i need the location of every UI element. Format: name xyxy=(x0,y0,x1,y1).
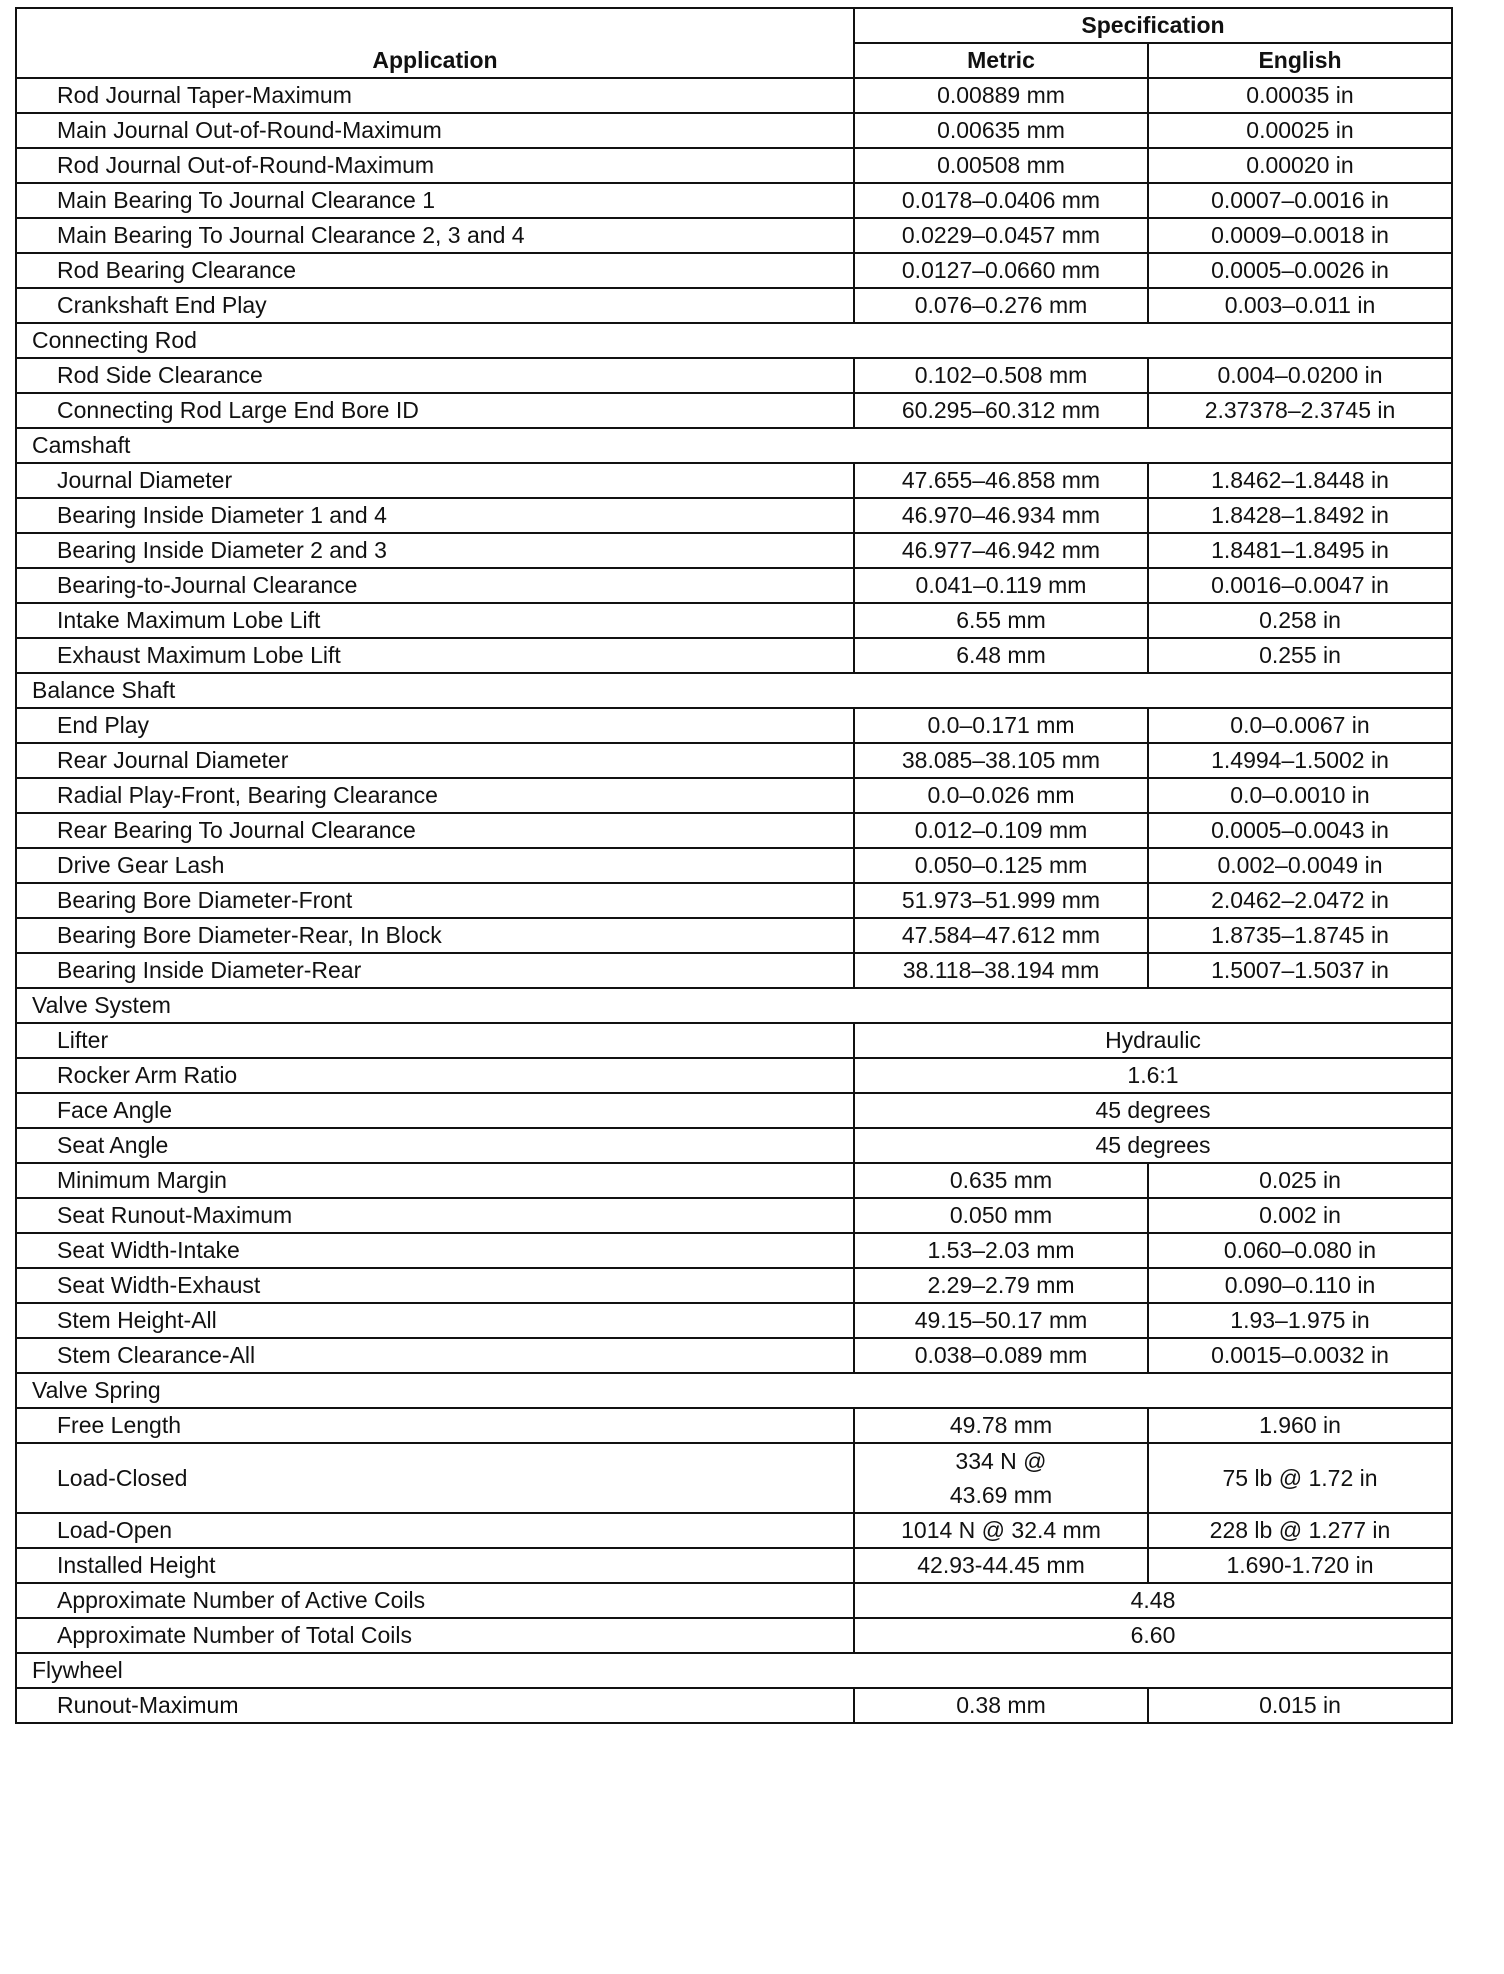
metric-cell: 46.970–46.934 mm xyxy=(854,498,1148,533)
metric-cell: 0.0178–0.0406 mm xyxy=(854,183,1148,218)
table-row xyxy=(16,148,1452,183)
application-cell: Exhaust Maximum Lobe Lift xyxy=(16,638,854,673)
english-cell: 0.258 in xyxy=(1148,603,1452,638)
application-cell: Crankshaft End Play xyxy=(16,288,854,323)
merged-value-cell: Hydraulic xyxy=(854,1023,1452,1058)
metric-cell: 6.48 mm xyxy=(854,638,1148,673)
metric-cell: 0.050 mm xyxy=(854,1198,1148,1233)
section-title: Balance Shaft xyxy=(16,673,1452,708)
application-cell: Installed Height xyxy=(16,1548,854,1583)
english-cell: 0.025 in xyxy=(1148,1163,1452,1198)
metric-cell: 0.0–0.171 mm xyxy=(854,708,1148,743)
metric-line-1: 334 N @ xyxy=(955,1448,1047,1474)
application-cell: Main Journal Out-of-Round-Maximum xyxy=(16,113,854,148)
table-row xyxy=(16,568,1452,603)
metric-line-2: 43.69 mm xyxy=(949,1482,1053,1508)
application-cell: Runout-Maximum xyxy=(16,1688,854,1723)
table-row xyxy=(16,638,1452,673)
application-cell: Rear Journal Diameter xyxy=(16,743,854,778)
english-cell: 0.060–0.080 in xyxy=(1148,1233,1452,1268)
english-cell: 1.960 in xyxy=(1148,1408,1452,1443)
table-row xyxy=(16,1583,1452,1618)
table-row xyxy=(16,463,1452,498)
application-cell: Rod Journal Out-of-Round-Maximum xyxy=(16,148,854,183)
application-cell: Approximate Number of Total Coils xyxy=(16,1618,854,1653)
metric-cell: 0.38 mm xyxy=(854,1688,1148,1723)
merged-value-cell: 45 degrees xyxy=(854,1093,1452,1128)
table-row xyxy=(16,1198,1452,1233)
table-row xyxy=(16,1548,1452,1583)
merged-value-cell: 45 degrees xyxy=(854,1128,1452,1163)
table-row xyxy=(16,393,1452,428)
english-cell: 1.5007–1.5037 in xyxy=(1148,953,1452,988)
merged-value-cell: 4.48 xyxy=(854,1583,1452,1618)
english-cell: 1.690-1.720 in xyxy=(1148,1548,1452,1583)
application-cell: Approximate Number of Active Coils xyxy=(16,1583,854,1618)
section-row xyxy=(16,1373,1452,1408)
metric-cell: 42.93-44.45 mm xyxy=(854,1548,1148,1583)
english-cell: 1.93–1.975 in xyxy=(1148,1303,1452,1338)
application-cell: Face Angle xyxy=(16,1093,854,1128)
table-row xyxy=(16,883,1452,918)
english-cell: 0.0016–0.0047 in xyxy=(1148,568,1452,603)
english-cell: 0.0007–0.0016 in xyxy=(1148,183,1452,218)
table-row xyxy=(16,498,1452,533)
english-cell: 0.090–0.110 in xyxy=(1148,1268,1452,1303)
metric-cell: 49.78 mm xyxy=(854,1408,1148,1443)
application-cell: Radial Play-Front, Bearing Clearance xyxy=(16,778,854,813)
application-cell: Minimum Margin xyxy=(16,1163,854,1198)
application-cell: Seat Width-Intake xyxy=(16,1233,854,1268)
metric-cell: 0.038–0.089 mm xyxy=(854,1338,1148,1373)
table-row xyxy=(16,358,1452,393)
metric-cell: 0.0127–0.0660 mm xyxy=(854,253,1148,288)
section-title: Valve System xyxy=(16,988,1452,1023)
english-cell: 0.255 in xyxy=(1148,638,1452,673)
english-cell: 0.00025 in xyxy=(1148,113,1452,148)
application-cell: Load-Closed xyxy=(16,1443,854,1513)
section-title: Flywheel xyxy=(16,1653,1452,1688)
metric-cell: 0.012–0.109 mm xyxy=(854,813,1148,848)
metric-cell: 1.53–2.03 mm xyxy=(854,1233,1148,1268)
table-row xyxy=(16,113,1452,148)
english-header: English xyxy=(1148,43,1452,78)
section-row xyxy=(16,323,1452,358)
application-cell: Rod Bearing Clearance xyxy=(16,253,854,288)
english-cell: 0.0–0.0010 in xyxy=(1148,778,1452,813)
application-cell: Load-Open xyxy=(16,1513,854,1548)
application-cell: Bearing Inside Diameter-Rear xyxy=(16,953,854,988)
specification-body xyxy=(16,78,1452,1723)
application-cell: Stem Height-All xyxy=(16,1303,854,1338)
application-cell: Seat Angle xyxy=(16,1128,854,1163)
english-cell: 0.002 in xyxy=(1148,1198,1452,1233)
table-row xyxy=(16,1443,1452,1513)
english-cell: 1.4994–1.5002 in xyxy=(1148,743,1452,778)
english-cell: 0.0009–0.0018 in xyxy=(1148,218,1452,253)
table-row xyxy=(16,743,1452,778)
metric-cell: 1014 N @ 32.4 mm xyxy=(854,1513,1148,1548)
section-row xyxy=(16,673,1452,708)
application-cell: Bearing Inside Diameter 1 and 4 xyxy=(16,498,854,533)
table-row xyxy=(16,1058,1452,1093)
table-row xyxy=(16,953,1452,988)
table-row xyxy=(16,1093,1452,1128)
application-cell: Rod Side Clearance xyxy=(16,358,854,393)
table-row xyxy=(16,183,1452,218)
specification-table xyxy=(15,7,1453,1724)
english-cell: 1.8462–1.8448 in xyxy=(1148,463,1452,498)
application-cell: Rod Journal Taper-Maximum xyxy=(16,78,854,113)
metric-cell: 0.076–0.276 mm xyxy=(854,288,1148,323)
table-row xyxy=(16,218,1452,253)
metric-cell: 38.085–38.105 mm xyxy=(854,743,1148,778)
application-cell: Intake Maximum Lobe Lift xyxy=(16,603,854,638)
application-cell: Seat Runout-Maximum xyxy=(16,1198,854,1233)
application-cell: Journal Diameter xyxy=(16,463,854,498)
section-row xyxy=(16,988,1452,1023)
english-cell: 2.37378–2.3745 in xyxy=(1148,393,1452,428)
table-row xyxy=(16,78,1452,113)
table-row xyxy=(16,1338,1452,1373)
metric-multiline xyxy=(950,1444,1052,1512)
metric-cell: 0.050–0.125 mm xyxy=(854,848,1148,883)
table-row xyxy=(16,1023,1452,1058)
table-row xyxy=(16,1128,1452,1163)
english-cell: 75 lb @ 1.72 in xyxy=(1148,1443,1452,1513)
metric-cell: 47.584–47.612 mm xyxy=(854,918,1148,953)
table-row xyxy=(16,603,1452,638)
application-cell: Rocker Arm Ratio xyxy=(16,1058,854,1093)
english-cell: 1.8481–1.8495 in xyxy=(1148,533,1452,568)
merged-value-cell: 1.6:1 xyxy=(854,1058,1452,1093)
metric-cell xyxy=(854,1443,1148,1513)
table-row xyxy=(16,1618,1452,1653)
application-cell: End Play xyxy=(16,708,854,743)
metric-cell: 0.00508 mm xyxy=(854,148,1148,183)
table-row xyxy=(16,778,1452,813)
english-cell: 0.00020 in xyxy=(1148,148,1452,183)
metric-cell: 47.655–46.858 mm xyxy=(854,463,1148,498)
table-row xyxy=(16,288,1452,323)
section-row xyxy=(16,428,1452,463)
application-cell: Drive Gear Lash xyxy=(16,848,854,883)
application-cell: Seat Width-Exhaust xyxy=(16,1268,854,1303)
metric-cell: 0.0229–0.0457 mm xyxy=(854,218,1148,253)
english-cell: 0.002–0.0049 in xyxy=(1148,848,1452,883)
table-row xyxy=(16,1303,1452,1338)
application-cell: Bearing Bore Diameter-Rear, In Block xyxy=(16,918,854,953)
english-cell: 2.0462–2.0472 in xyxy=(1148,883,1452,918)
application-cell: Bearing Bore Diameter-Front xyxy=(16,883,854,918)
table-row xyxy=(16,1233,1452,1268)
application-cell: Rear Bearing To Journal Clearance xyxy=(16,813,854,848)
table-row xyxy=(16,1268,1452,1303)
english-cell: 228 lb @ 1.277 in xyxy=(1148,1513,1452,1548)
metric-cell: 49.15–50.17 mm xyxy=(854,1303,1148,1338)
english-cell: 1.8428–1.8492 in xyxy=(1148,498,1452,533)
application-cell: Bearing-to-Journal Clearance xyxy=(16,568,854,603)
table-row xyxy=(16,1163,1452,1198)
section-row xyxy=(16,1653,1452,1688)
application-cell: Connecting Rod Large End Bore ID xyxy=(16,393,854,428)
table-row xyxy=(16,533,1452,568)
merged-value-cell: 6.60 xyxy=(854,1618,1452,1653)
english-cell: 0.00035 in xyxy=(1148,78,1452,113)
metric-cell: 60.295–60.312 mm xyxy=(854,393,1148,428)
english-cell: 0.0005–0.0043 in xyxy=(1148,813,1452,848)
section-title: Valve Spring xyxy=(16,1373,1452,1408)
metric-cell: 0.00635 mm xyxy=(854,113,1148,148)
metric-cell: 0.635 mm xyxy=(854,1163,1148,1198)
table-row xyxy=(16,253,1452,288)
table-row xyxy=(16,813,1452,848)
metric-cell: 46.977–46.942 mm xyxy=(854,533,1148,568)
section-title: Connecting Rod xyxy=(16,323,1452,358)
header-row-top xyxy=(16,8,1452,43)
table-row xyxy=(16,1513,1452,1548)
metric-cell: 0.00889 mm xyxy=(854,78,1148,113)
metric-header: Metric xyxy=(854,43,1148,78)
table-row xyxy=(16,1408,1452,1443)
application-cell: Main Bearing To Journal Clearance 1 xyxy=(16,183,854,218)
english-cell: 0.003–0.011 in xyxy=(1148,288,1452,323)
metric-cell: 51.973–51.999 mm xyxy=(854,883,1148,918)
metric-cell: 0.0–0.026 mm xyxy=(854,778,1148,813)
application-cell: Lifter xyxy=(16,1023,854,1058)
table-row xyxy=(16,708,1452,743)
metric-cell: 0.102–0.508 mm xyxy=(854,358,1148,393)
application-cell: Main Bearing To Journal Clearance 2, 3 and 4 xyxy=(16,218,854,253)
table-row xyxy=(16,918,1452,953)
metric-cell: 38.118–38.194 mm xyxy=(854,953,1148,988)
specification-header: Specification xyxy=(854,8,1452,43)
english-cell: 0.015 in xyxy=(1148,1688,1452,1723)
application-cell: Free Length xyxy=(16,1408,854,1443)
metric-cell: 2.29–2.79 mm xyxy=(854,1268,1148,1303)
english-cell: 0.0015–0.0032 in xyxy=(1148,1338,1452,1373)
english-cell: 0.004–0.0200 in xyxy=(1148,358,1452,393)
section-title: Camshaft xyxy=(16,428,1452,463)
metric-cell: 0.041–0.119 mm xyxy=(854,568,1148,603)
table-row xyxy=(16,1688,1452,1723)
english-cell: 0.0–0.0067 in xyxy=(1148,708,1452,743)
application-header: Application xyxy=(16,8,854,78)
application-cell: Bearing Inside Diameter 2 and 3 xyxy=(16,533,854,568)
application-cell: Stem Clearance-All xyxy=(16,1338,854,1373)
metric-cell: 6.55 mm xyxy=(854,603,1148,638)
table-row xyxy=(16,848,1452,883)
english-cell: 1.8735–1.8745 in xyxy=(1148,918,1452,953)
english-cell: 0.0005–0.0026 in xyxy=(1148,253,1452,288)
